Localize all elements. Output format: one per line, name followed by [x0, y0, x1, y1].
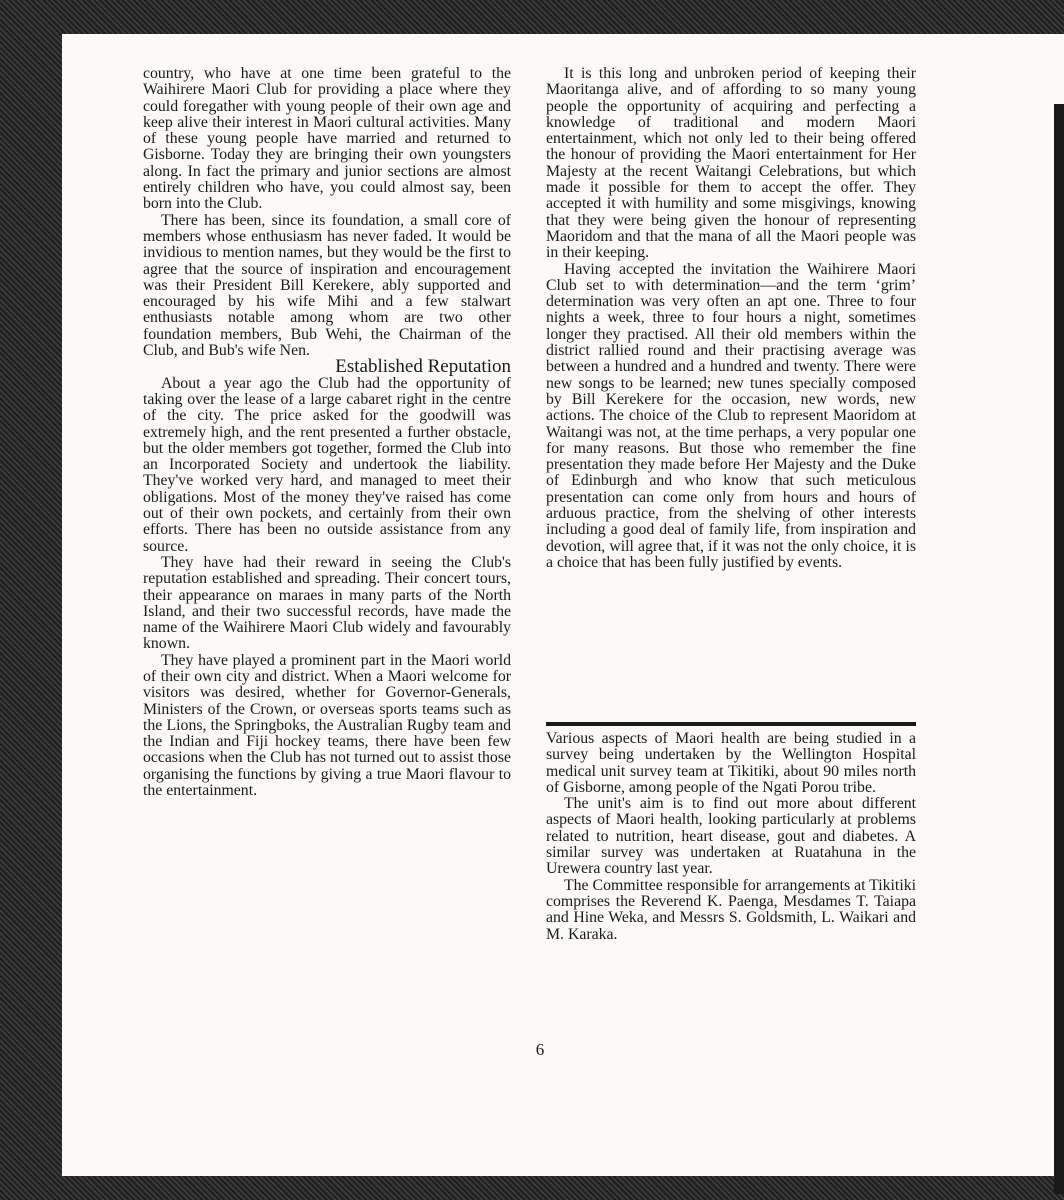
paragraph: country, who have at one time been grateful to the Waihirere Maori Club for providing a place where they could foregather with young people of their own age and keep alive their interest in Maori cultural activities. Many of these young people have married and returned to Gisborne. Today they are bringing their own youngsters along. In fact the primary and junior sections are almost entirely children who have, you could almost say, been born into the Club.	[143, 65, 511, 213]
left-column	[143, 66, 511, 799]
paragraph: They have had their reward in seeing the Club's reputation established and spreading. Their concert tours, their appearance on maraes in many parts of the North Island, and their two successful records, have made the name of the Waihirere Maori Club widely and favourably known.	[143, 553, 511, 653]
article-divider-rule	[546, 722, 916, 726]
right-column-bottom	[546, 731, 916, 943]
paragraph: About a year ago the Club had the opportunity of taking over the lease of a large cabaret right in the centre of the city. The price asked for the goodwill was extremely high, and the rent presented a further obstacle, but the older members got together, formed the Club into an Incorporated Society and undertook the liability. They've worked very hard, and managed to meet their obligations. Most of the money they've raised has come out of their own pockets, and certainly from their own efforts. There has been no outside assistance from any source.	[143, 374, 511, 555]
paragraph: There has been, since its foundation, a small core of members whose enthusiasm has never faded. It would be invidious to mention names, but they would be the first to agree that the source of inspiration and encouragement was their President Bill Kerekere, ably supported and encouraged by his wife Mihi and a few stalwart enthusiasts notable among whom are two other foundation members, Bub Wehi, the Chairman of the Club, and Bub's wife Nen.	[143, 211, 511, 360]
paragraph: It is this long and unbroken period of keeping their Maoritanga alive, and of affording to so many young people the opportunity of acquiring and perfecting a knowledge of traditional and modern Maori entertainment, which not only led to their being offered the honour of providing the Maori entertainment for Her Majesty at the recent Waitangi Celebrations, but which made it possible for them to accept the offer. They accepted it with humility and some misgivings, knowing that they were being given the honour of representing Maoridom and that the mana of all the Maori people was in their keeping.	[546, 65, 916, 262]
paragraph: They have played a prominent part in the Maori world of their own city and district. When a Maori welcome for visitors was desired, whether for Governor-Generals, Ministers of the Crown, or overseas sports teams such as the Lions, the Springboks, the Australian Rugby team and the Indian and Fiji hockey teams, there have been few occasions when the Club has not turned out to assist those organising the functions by giving a true Maori flavour to the entertainment.	[143, 651, 511, 800]
page-edge-shadow	[1054, 104, 1064, 1194]
right-column-top	[546, 66, 916, 571]
paragraph: The unit's aim is to find out more about different aspects of Maori health, looking particularly at problems related to nutrition, heart disease, gout and diabetes. A similar survey was undertaken at Ruatahuna in the Urewera country last year.	[546, 795, 916, 878]
paragraph: Various aspects of Maori health are being studied in a survey being undertaken by the Wellington Hospital medical unit survey team at Tikitiki, about 90 miles north of Gisborne, among people of the Ngati Porou tribe.	[546, 730, 916, 796]
page-number: 6	[535, 1040, 545, 1059]
paragraph: The Committee responsible for arrangements at Tikitiki comprises the Reverend K. Paenga, Mesdames T. Taiapa and Hine Weka, and Messrs S. Goldsmith, L. Waikari and M. Karaka.	[546, 876, 916, 943]
paragraph: Having accepted the invitation the Waihirere Maori Club set to with determination—and the term ‘grim’ determination was very often an apt one. Three to four nights a week, three to four hours a night, sometimes longer they practised. All their old members within the district rallied round and their practising average was between a hundred and a hundred and twenty. There were new songs to be learned; new tunes specially composed by Bill Kerekere for the occasion, new words, new actions. The choice of the Club to represent Maoridom at Waitangi was not, at the time perhaps, a very popular one for many reasons. But those who remember the fine presentation they made before Her Majesty and the Duke of Edinburgh and who know that such meticulous presentation can come only from hours and hours of arduous practice, from the shelving of other interests including a good deal of family life, from inspiration and devotion, will agree that, if it was not the only choice, it is a choice that has been fully justified by events.	[546, 260, 916, 571]
section-heading: Established Reputation	[335, 356, 511, 378]
